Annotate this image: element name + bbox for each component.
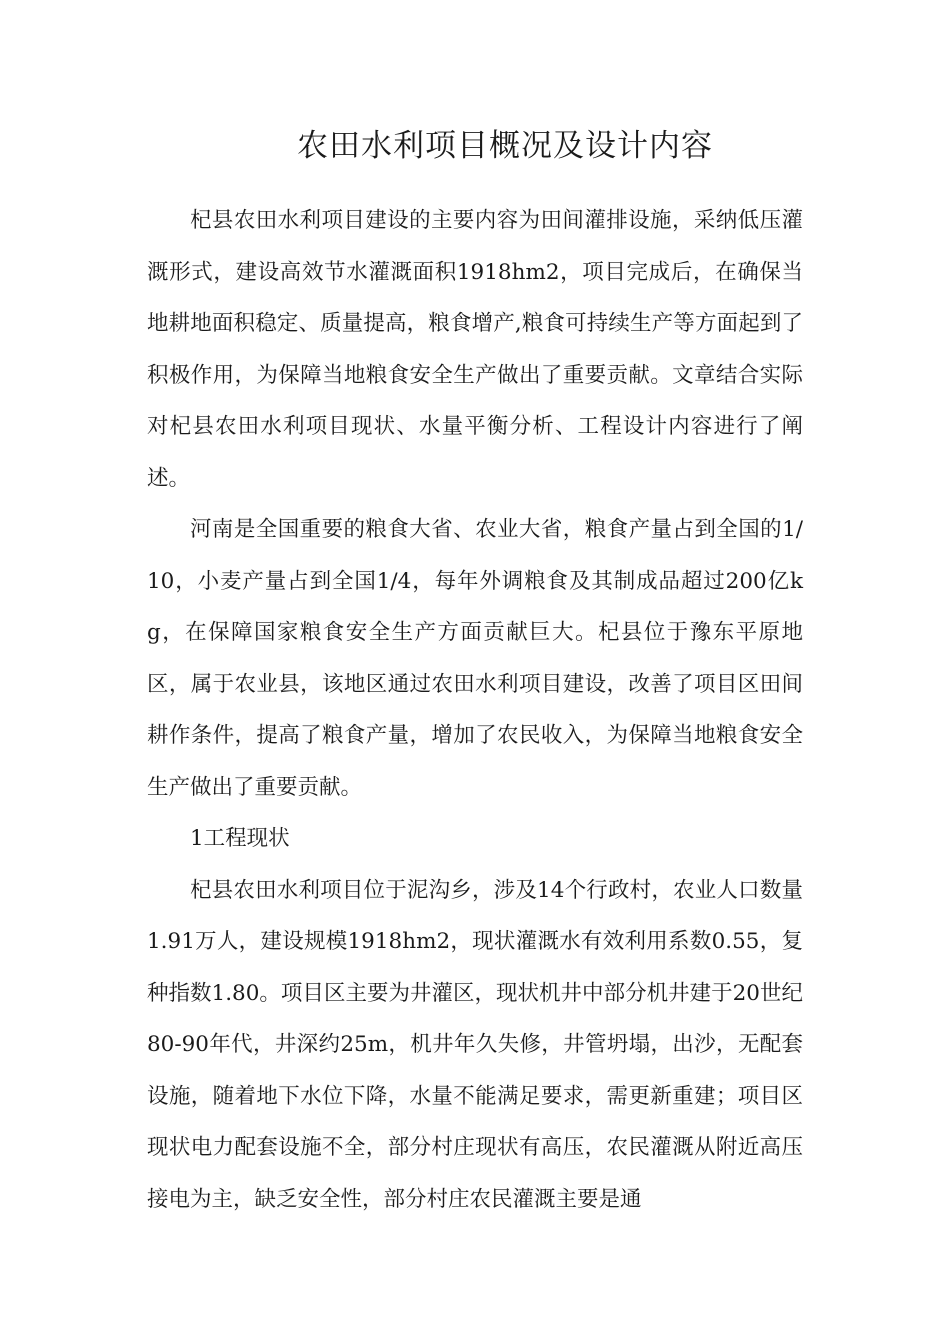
document-title: 农田水利项目概况及设计内容	[297, 128, 713, 164]
document-body	[147, 195, 803, 1225]
section-heading: 1工程现状	[190, 826, 290, 851]
section-paragraph: 杞县农田水利项目位于泥沟乡，涉及14个行政村，农业人口数量1.91万人，建设规模1918hm2，现状灌溉水有效利用系数0.55，复种指数1.80。项目区主要为井灌区，现状机井中部分机井建于20世纪80-90年代，井深约25m，机井年久失修，井管坍塌，出沙，无配套设施，随着地下水位下降，水量不能满足要求，需更新重建；项目区现状电力配套设施不全，部分村庄现状有高压，农民灌溉从附近高压接电为主，缺乏安全性，部分村庄农民灌溉主要是通	[147, 877, 803, 1212]
background-paragraph: 河南是全国重要的粮食大省、农业大省，粮食产量占到全国的1/10，小麦产量占到全国1/4，每年外调粮食及其制成品超过200亿kg，在保障国家粮食安全生产方面贡献巨大。杞县位于豫东平原地区，属于农业县，该地区通过农田水利项目建设，改善了项目区田间耕作条件，提高了粮食产量，增加了农民收入，为保障当地粮食安全生产做出了重要贡献。	[147, 517, 803, 800]
intro-paragraph: 杞县农田水利项目建设的主要内容为田间灌排设施，采纳低压灌溉形式，建设高效节水灌溉面积1918hm2，项目完成后，在确保当地耕地面积稳定、质量提高，粮食增产,粮食可持续生产等方面起到了积极作用，为保障当地粮食安全生产做出了重要贡献。文章结合实际对杞县农田水利项目现状、水量平衡分析、工程设计内容进行了阐述。	[147, 208, 803, 491]
